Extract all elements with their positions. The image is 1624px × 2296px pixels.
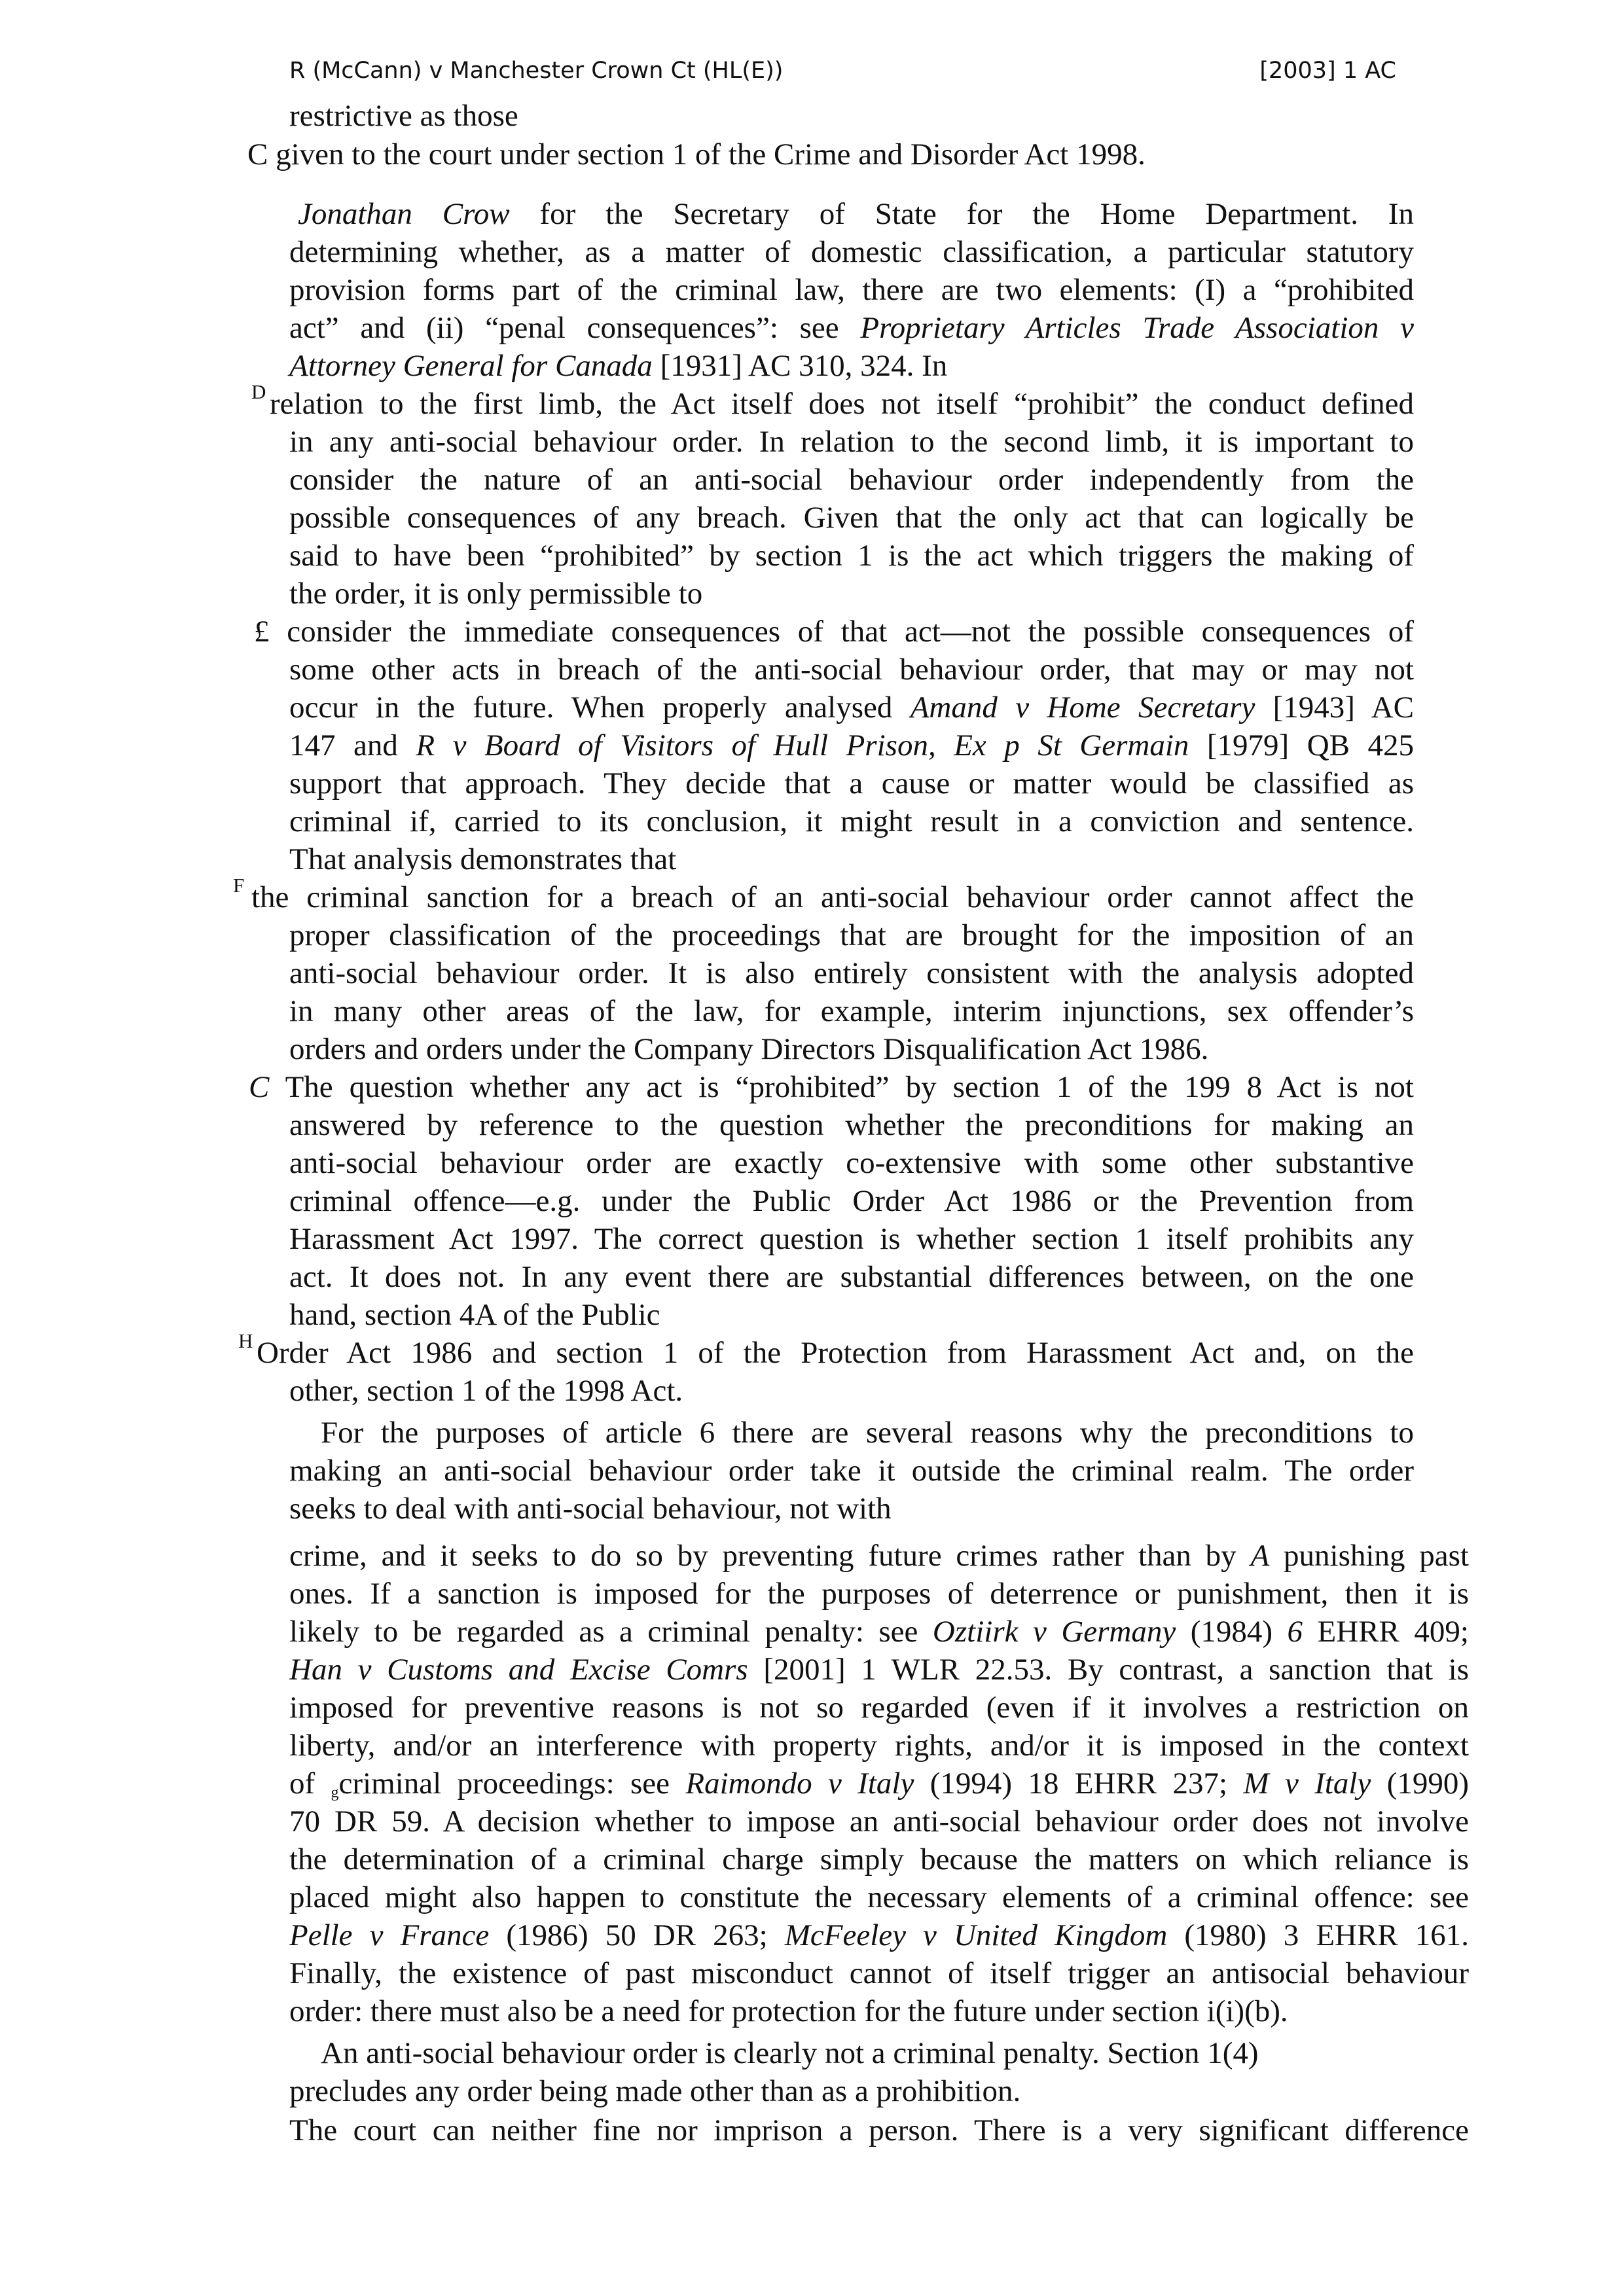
text-run: [2001] 1 WLR 22.53. By contrast, a sanction that is [748,1653,1469,1687]
line-text [289,537,1414,575]
line-text [289,423,1414,461]
text-line [0,2072,1624,2110]
text-line [0,1916,1624,1954]
line-text [254,613,1414,651]
text-run: determining whether, as a matter of domestic classification, a particular statutory [289,235,1414,269]
line-text [289,1296,660,1334]
line-text [289,954,1414,992]
text-run: (1980) 3 EHRR 161. [1167,1918,1469,1952]
line-text [289,726,1414,764]
text-run: some other acts in breach of the anti-social behaviour order, that may or may not [289,653,1414,687]
line-text [289,1030,1208,1068]
line-text [289,233,1414,271]
text-run: order: there must also be a need for protection for the future under section i(i)(b). [289,1994,1288,2028]
text-run: For the purposes of article 6 there are several reasons why the preconditions to [321,1416,1414,1450]
italic-text: M v Italy [1243,1767,1371,1801]
line-text [289,1840,1469,1878]
text-run: likely to be regarded as a criminal penalty: see [289,1615,933,1649]
text-line [0,423,1624,461]
line-text [289,347,947,385]
text-run: (1994) 18 EHRR 237; [914,1767,1244,1801]
text-line [0,233,1624,271]
text-line [0,1414,1624,1452]
text-run: support that approach. They decide that a cause or matter would be classified as [289,766,1414,800]
text-run: The court can neither fine nor imprison a person. There is a very significant difference [289,2113,1469,2147]
text-run: 147 and [289,728,416,762]
text-run: placed might also happen to constitute the necessary elements of a criminal offence: see [289,1880,1469,1914]
text-line [0,1613,1624,1651]
text-run: criminal if, carried to its conclusion, it might result in a conviction and sentence. [289,804,1414,838]
italic-text: Oztiirk v Germany [932,1615,1176,1649]
running-head-title: R (McCann) v Manchester Crown Ct (HL(E)) [289,58,784,84]
text-line [0,1992,1624,2030]
text-line [0,1727,1624,1765]
text-run: other, section 1 of the 1998 Act. [289,1374,683,1408]
line-text [289,1490,892,1528]
text-run: anti-social behaviour order are exactly co-extensive with some other substantive [289,1146,1414,1180]
line-text [289,764,1414,802]
line-text [321,1414,1414,1452]
text-line [0,1840,1624,1878]
text-line [0,1651,1624,1689]
line-text [289,1537,1469,1575]
line-text [289,1575,1469,1613]
italic-text: 6 [1287,1615,1303,1649]
text-run: provision forms part of the criminal law, there are two elements: (I) a “prohibited [289,273,1414,307]
text-run: the criminal sanction for a breach of an anti-social behaviour order cannot affect the [251,880,1414,914]
text-run: of [289,1767,331,1801]
line-text [289,1144,1414,1182]
text-line [0,537,1624,575]
italic-text: Amand v Home Secretary [910,691,1255,725]
text-line [0,1689,1624,1727]
line-text [289,992,1414,1030]
text-line [0,97,1624,135]
text-line [0,499,1624,537]
text-run: anti-social behaviour order. It is also entirely consistent with the analysis adopted [289,956,1414,990]
text-line [0,1803,1624,1840]
text-run: proper classification of the proceedings that are brought for the imposition of an [289,918,1414,952]
text-line [0,1030,1624,1068]
text-run: £ consider the immediate consequences of that act—not the possible consequences of [254,615,1414,649]
text-run: said to have been “prohibited” by section 1 is the act which triggers the making of [289,539,1414,573]
text-run: answered by reference to the question whether the preconditions for making an [289,1108,1414,1142]
text-line [0,271,1624,309]
line-text [289,1220,1414,1258]
text-run: making an anti-social behaviour order take it outside the criminal realm. The order [289,1454,1414,1488]
text-line [0,689,1624,726]
text-line [0,840,1624,878]
text-run: imposed for preventive reasons is not so regarded (even if it involves a restriction on [289,1691,1469,1725]
text-line [0,802,1624,840]
line-text [289,840,676,878]
line-text [289,1258,1414,1296]
line-text [289,2072,1020,2110]
text-run: ones. If a sanction is imposed for the purposes of deterrence or punishment, then it is [289,1577,1469,1611]
margin-letter: D [251,380,266,403]
text-run: 70 DR 59. A decision whether to impose an anti-social behaviour order does not involve [289,1804,1469,1839]
text-line [0,1296,1624,1334]
text-run: act. It does not. In any event there are substantial differences between, on the one [289,1260,1414,1294]
text-run: Order Act 1986 and section 1 of the Protection from Harassment Act and, on the [257,1336,1414,1370]
text-run: relation to the first limb, the Act itself does not itself “prohibit” the conduct defined [270,387,1414,421]
line-text [289,802,1414,840]
text-line [0,1182,1624,1220]
text-line [0,764,1624,802]
text-line [0,135,1624,173]
line-text [289,1992,1288,2030]
text-line [0,1329,1624,1372]
text-line [0,1144,1624,1182]
text-line [0,1490,1624,1528]
text-run: (1990) [1371,1767,1469,1801]
line-text [289,461,1414,499]
running-head-citation: [2003] 1 AC [1259,58,1396,84]
line-text [289,1916,1469,1954]
text-run: occur in the future. When properly analysed [289,691,911,725]
line-text [289,916,1414,954]
text-line [0,2111,1624,2149]
text-line [0,461,1624,499]
text-run: An anti-social behaviour order is clearly not a criminal penalty. Section 1(4) [321,2036,1259,2070]
text-line [0,347,1624,385]
text-line [0,1765,1624,1803]
text-line [0,575,1624,613]
text-run: possible consequences of any breach. Given that the only act that can logically be [289,501,1414,535]
text-run: the order, it is only permissible to [289,577,703,611]
text-run: hand, section 4A of the Public [289,1298,660,1332]
text-run: The question whether any act is “prohibited” by section 1 of the 199 8 Act is not [269,1070,1414,1104]
line-text [289,1613,1469,1651]
text-run: precludes any order being made other than as a prohibition. [289,2074,1021,2108]
line-text [289,1372,683,1410]
italic-text: Attorney General for Canada [289,349,653,383]
text-run: in any anti-social behaviour order. In relation to the second limb, it is important to [289,425,1414,459]
line-text [298,195,1414,233]
text-run: EHRR 409; [1303,1615,1469,1649]
line-text [289,1689,1469,1727]
italic-text: R v Board of Visitors of Hull Prison, Ex p St Germain [416,728,1189,762]
text-run: for the Secretary of State for the Home Department. In [509,197,1414,231]
italic-text: Han v Customs and Excise Comrs [289,1653,748,1687]
text-run: restrictive as those [289,99,518,133]
text-line [0,309,1624,347]
text-run: act” and (ii) “penal consequences”: see [289,311,861,345]
italic-text: Jonathan Crow [298,197,510,231]
line-text [289,1452,1414,1490]
line-text [289,1182,1414,1220]
line-text [249,1068,1414,1106]
line-text [289,271,1414,309]
text-run: [1979] QB 425 [1189,728,1414,762]
line-text [321,2034,1259,2072]
text-run: That analysis demonstrates that [289,842,677,876]
text-line [0,1068,1624,1106]
subscript-text: g [331,1784,339,1801]
text-run: criminal offence—e.g. under the Public Order Act 1986 or the Prevention from [289,1184,1414,1218]
text-line [0,992,1624,1030]
text-run: the determination of a criminal charge simply because the matters on which reliance is [289,1842,1469,1876]
text-line [0,954,1624,992]
text-line [0,1537,1624,1575]
text-run: (1986) 50 DR 263; [489,1918,785,1952]
line-text [289,2111,1469,2149]
text-line [0,1220,1624,1258]
text-run: [1943] AC [1255,691,1414,725]
text-line [0,1452,1624,1490]
line-text [289,575,702,613]
text-run: Harassment Act 1997. The correct question is whether section 1 itself prohibits any [289,1222,1414,1256]
text-run: in many other areas of the law, for example, interim injunctions, sex offender’s [289,994,1414,1028]
italic-text: McFeeley v United Kingdom [784,1918,1168,1952]
text-run: crime, and it seeks to do so by preventing future crimes rather than by [289,1539,1251,1573]
line-text [289,1803,1469,1840]
text-line [0,1106,1624,1144]
text-line [0,1258,1624,1296]
italic-text: A [1250,1539,1270,1573]
text-line [0,916,1624,954]
text-line [0,195,1624,233]
line-text [289,97,518,135]
line-text [289,689,1414,726]
text-line [0,380,1624,423]
margin-letter: H [238,1329,253,1352]
line-text [270,385,1414,423]
text-line [0,651,1624,689]
italic-text: C [249,1070,270,1104]
line-text [289,1727,1469,1765]
text-line [0,1575,1624,1613]
text-line [0,1954,1624,1992]
italic-text: Raimondo v Italy [685,1767,914,1801]
line-text [289,1651,1469,1689]
line-text [289,1106,1414,1144]
line-text [247,135,1146,173]
text-line [0,1878,1624,1916]
line-text [289,499,1414,537]
text-run: (1984) [1176,1615,1288,1649]
text-run: criminal proceedings: see [338,1767,686,1801]
line-text [289,1954,1469,1992]
text-line [0,2034,1624,2072]
text-line [0,874,1624,916]
text-line [0,613,1624,651]
line-text [251,878,1414,916]
line-text [289,309,1414,347]
margin-letter: F [233,874,245,897]
text-run: [1931] AC 310, 324. In [652,349,948,383]
line-text [289,651,1414,689]
text-run: seeks to deal with anti-social behaviour, not with [289,1492,892,1526]
line-text [289,1878,1469,1916]
italic-text: Pelle v France [289,1918,490,1952]
text-run: C given to the court under section 1 of the Crime and Disorder Act 1998. [247,137,1146,171]
italic-text: Proprietary Articles Trade Association v [860,311,1414,345]
text-line [0,1372,1624,1410]
line-text [257,1334,1414,1372]
text-run: consider the nature of an anti-social behaviour order independently from the [289,463,1414,497]
text-line [0,726,1624,764]
text-run: orders and orders under the Company Directors Disqualification Act 1986. [289,1032,1209,1066]
text-run: Finally, the existence of past misconduct cannot of itself trigger an antisocial behaviour [289,1956,1469,1990]
text-run: punishing past [1269,1539,1469,1573]
text-run: liberty, and/or an interference with property rights, and/or it is imposed in the context [289,1729,1469,1763]
